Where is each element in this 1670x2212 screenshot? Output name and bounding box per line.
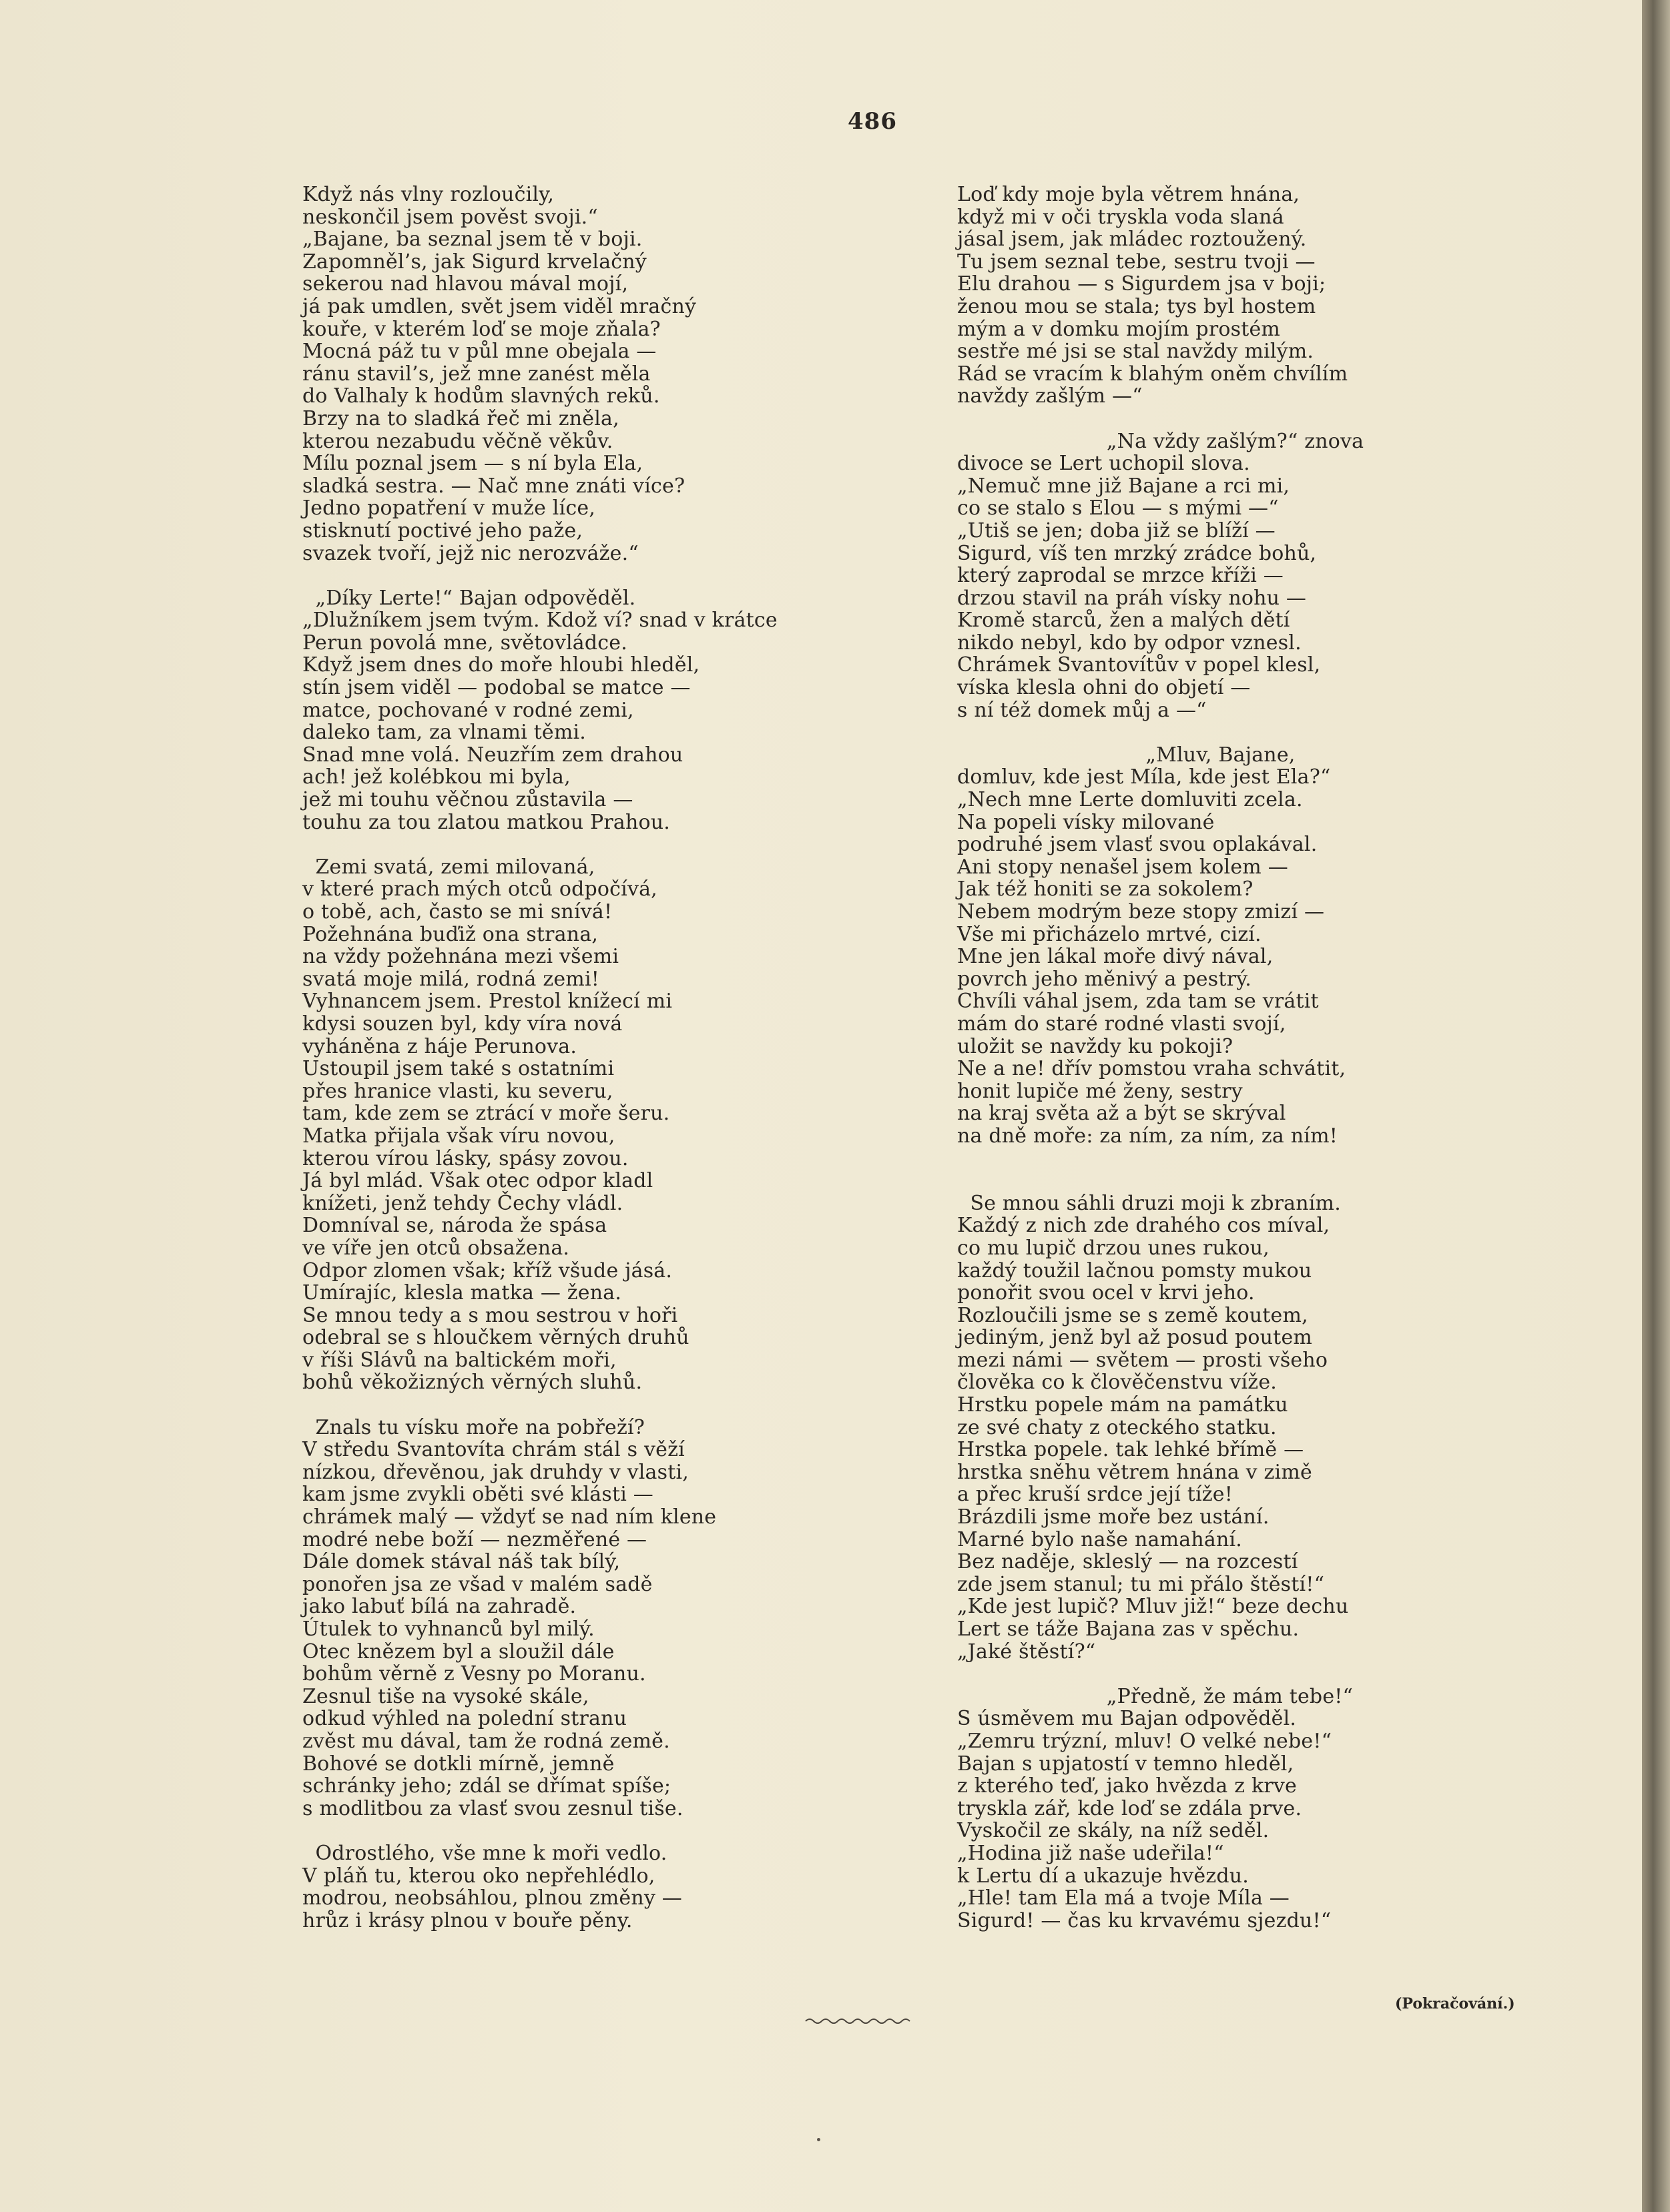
poem-line: „Jaké štěstí?“ [957, 1639, 1096, 1664]
poem-line: Matka přijala však víru novou, [302, 1124, 615, 1148]
poem-line: Se mnou sáhli druzi moji k zbraním. [957, 1191, 1341, 1215]
poem-line: S úsměvem mu Bajan odpověděl. [957, 1707, 1297, 1731]
poem-line: Mne jen lákal moře divý nával, [957, 945, 1274, 969]
poem-line: Snad mne volá. Neuzřím zem drahou [302, 743, 683, 767]
poem-line: sekerou nad hlavou mával mojí, [302, 272, 629, 296]
poem-line: „Nemuč mne již Bajane a rci mi, [957, 474, 1290, 498]
poem-line: Ustoupil jsem také s ostatními [302, 1057, 615, 1081]
poem-line: s modlitbou za vlasť svou zesnul tiše. [302, 1796, 683, 1820]
poem-line: Brzy na to sladká řeč mi zněla, [302, 406, 619, 430]
page-number: 486 [848, 108, 897, 135]
poem-line: daleko tam, za vlnami těmi. [302, 721, 587, 745]
poem-line: Dále domek stával náš tak bílý, [302, 1550, 621, 1574]
poem-line: sladká sestra. — Nač mne znáti více? [302, 474, 685, 498]
poem-line: kouře, v kterém loď se moje zňala? [302, 317, 661, 341]
poem-line: „Bajane, ba seznal jsem tě v boji. [302, 228, 643, 252]
poem-line: chrámek malý — vždyť se nad ním klene [302, 1505, 717, 1529]
poem-line: odkud výhled na polední stranu [302, 1707, 627, 1731]
poem-line: ponořit svou ocel v krvi jeho. [957, 1281, 1255, 1305]
poem-line [957, 721, 1364, 744]
poem-line: mým a v domku mojím prostém [957, 317, 1281, 341]
poem-line: touhu za tou zlatou matkou Prahou. [302, 810, 671, 834]
poem-line: matce, pochované v rodné zemi, [302, 698, 634, 722]
poem-line: „Hle! tam Ela má a tvoje Míla — [957, 1886, 1290, 1910]
poem-line: drzou stavil na práh vísky nohu — [957, 586, 1307, 610]
poem-line: když mi v oči tryskla voda slaná [957, 205, 1284, 229]
book-binding-edge [1642, 0, 1670, 2212]
poem-line: bohů věkožizných věrných sluhů. [302, 1371, 643, 1395]
poem-line: hrůz i krásy plnou v bouře pěny. [302, 1908, 633, 1932]
poem-line: navždy zašlým —“ [957, 384, 1143, 408]
poem-line: na kraj světa až a být se skrýval [957, 1102, 1286, 1126]
right-poem-column [957, 183, 1364, 1932]
poem-line: jež mi touhu věčnou zůstavila — [302, 788, 633, 812]
poem-line: Rád se vracím k blahým oněm chvílím [957, 362, 1348, 386]
poem-line: ze své chaty z oteckého statku. [957, 1415, 1277, 1439]
poem-line: „Nech mne Lerte domluviti zcela. [957, 788, 1303, 812]
poem-line: modrou, neobsáhlou, plnou změny — [302, 1886, 682, 1910]
poem-line: Umírajíc, klesla matka — žena. [302, 1281, 622, 1305]
poem-line: Zapomněl’s, jak Sigurd krvelačný [302, 250, 647, 274]
poem-line: do Valhaly k hodům slavných reků. [302, 384, 660, 408]
poem-line: divoce se Lert uchopil slova. [957, 452, 1250, 476]
poem-line: „Dlužníkem jsem tvým. Kdož ví? snad v krátce [302, 609, 778, 633]
poem-line: mám do staré rodné vlasti svojí, [957, 1012, 1286, 1036]
poem-line: uložit se navždy ku pokoji? [957, 1034, 1233, 1058]
poem-line: kterou vírou lásky, spásy zovou. [302, 1146, 629, 1170]
poem-line: mezi námi — světem — prosti všeho [957, 1348, 1328, 1372]
poem-line: Se mnou tedy a s mou sestrou v hoři [302, 1303, 678, 1327]
poem-line: a přec kruší srdce její tíže! [957, 1483, 1233, 1507]
poem-line: Vše mi přicházelo mrtvé, cizí. [957, 922, 1262, 946]
poem-line: Brázdili jsme moře bez ustání. [957, 1505, 1270, 1529]
poem-line: bohům věrně z Vesny po Moranu. [302, 1662, 646, 1686]
poem-line: Každý z nich zde drahého cos míval, [957, 1214, 1330, 1238]
poem-line: přes hranice vlasti, ku severu, [302, 1079, 613, 1103]
page-dot [817, 2138, 820, 2141]
poem-line: Marné bylo naše namahání. [957, 1527, 1242, 1551]
poem-line: Sigurd, víš ten mrzký zrádce bohů, [957, 541, 1317, 565]
poem-line: ponořen jsa ze všad v malém sadě [302, 1572, 653, 1596]
poem-line: jediným, jenž byl až posud poutem [957, 1326, 1313, 1350]
poem-line: Hrstku popele mám na památku [957, 1393, 1288, 1417]
poem-line: ránu stavil’s, jež mne zanést měla [302, 362, 651, 386]
poem-line: na vždy požehnána mezi všemi [302, 945, 619, 969]
poem-line: schránky jeho; zdál se dřímat spíše; [302, 1774, 671, 1798]
poem-line: vyháněna z háje Perunova. [302, 1034, 577, 1058]
poem-line: Vyskočil ze skály, na níž seděl. [957, 1819, 1270, 1843]
poem-line: „Mluv, Bajane, [957, 743, 1296, 767]
poem-line: hrstka sněhu větrem hnána v zimě [957, 1460, 1312, 1484]
poem-line: tryskla zář, kde loď se zdála prve. [957, 1796, 1302, 1820]
poem-line: svazek tvoří, jejž nic nerozváže.“ [302, 541, 639, 565]
poem-line: na dně moře: za ním, za ním, za ním! [957, 1124, 1338, 1148]
poem-line: povrch jeho měnivý a pestrý. [957, 967, 1252, 991]
poem-line [302, 1394, 778, 1417]
poem-line: modré nebe boží — nezměřené — [302, 1527, 647, 1551]
poem-line: Já byl mlád. Však otec odpor kladl [302, 1169, 653, 1193]
poem-line: „Na vždy zašlým?“ znova [957, 429, 1364, 453]
poem-line [302, 1820, 778, 1842]
poem-line: „Utiš se jen; doba již se blíží — [957, 518, 1276, 542]
poem-line: ve víře jen otců obsažena. [302, 1236, 570, 1260]
poem-line: v říši Slávů na baltickém moři, [302, 1348, 617, 1372]
poem-line: Znals tu vísku moře na pobřeží? [302, 1415, 645, 1439]
poem-line: knížeti, jenž tehdy Čechy vládl. [302, 1191, 623, 1215]
poem-line: Mocná páž tu v půl mne obejala — [302, 340, 657, 364]
poem-line [957, 1663, 1364, 1686]
poem-line: Když jsem dnes do moře hloubi hleděl, [302, 653, 700, 677]
poem-line: nikdo nebyl, kdo by odpor vznesl. [957, 631, 1302, 655]
poem-line: Bajan s upjatostí v temno hleděl, [957, 1752, 1294, 1776]
poem-line: Zemi svatá, zemi milovaná, [302, 855, 595, 879]
poem-line: nízkou, dřevěnou, jak druhdy v vlasti, [302, 1460, 689, 1484]
poem-line: Otec knězem byl a sloužil dále [302, 1639, 615, 1664]
poem-line: kam jsme zvykli oběti své klásti — [302, 1483, 653, 1507]
poem-line: domluv, kde jest Míla, kde jest Ela?“ [957, 765, 1331, 789]
poem-line: z kterého teď, jako hvězda z krve [957, 1774, 1298, 1798]
poem-line: víska klesla ohni do objetí — [957, 676, 1251, 700]
poem-line: Ne a ne! dřív pomstou vraha schvátit, [957, 1057, 1346, 1081]
left-poem-column [302, 183, 778, 1932]
poem-line: kdysi souzen byl, kdy víra nová [302, 1012, 623, 1036]
poem-line: každý toužil lačnou pomsty mukou [957, 1258, 1312, 1282]
poem-line: Chvíli váhal jsem, zda tam se vrátit [957, 990, 1319, 1014]
poem-line: Loď kdy moje byla větrem hnána, [957, 183, 1300, 206]
poem-line: „Kde jest lupič? Mluv již!“ beze dechu [957, 1595, 1349, 1619]
poem-line: Chrámek Svantovítův v popel klesl, [957, 653, 1321, 677]
poem-line: Když nás vlny rozloučily, [302, 183, 555, 206]
poem-line [302, 565, 778, 587]
poem-line: Kromě starců, žen a malých dětí [957, 609, 1290, 633]
poem-line: Zesnul tiše na vysoké skále, [302, 1684, 589, 1708]
poem-line: jásal jsem, jak mládec roztoužený. [957, 228, 1307, 252]
poem-line: Útulek to vyhnanců byl milý. [302, 1617, 595, 1641]
poem-line: k Lertu dí a ukazuje hvězdu. [957, 1864, 1249, 1888]
poem-line: Odrostlého, vše mne k moři vedlo. [302, 1841, 667, 1865]
poem-line: v které prach mých otců odpočívá, [302, 877, 657, 901]
poem-line [957, 408, 1364, 430]
poem-line: co se stalo s Elou — s mými —“ [957, 496, 1279, 520]
poem-line: V středu Svantovíta chrám stál s věží [302, 1438, 685, 1462]
poem-line: o tobě, ach, často se mi snívá! [302, 900, 613, 924]
poem-line: kterou nezabudu věčně věkův. [302, 429, 613, 453]
poem-line [957, 1170, 1364, 1192]
poem-line: stisknutí poctivé jeho paže, [302, 518, 583, 542]
poem-line: Rozloučili jsme se s země koutem, [957, 1303, 1308, 1327]
poem-line: ženou mou se stala; tys byl hostem [957, 294, 1316, 318]
poem-line: „Díky Lerte!“ Bajan odpověděl. [302, 586, 636, 610]
poem-line: Hrstka popele. tak lehké břímě — [957, 1438, 1304, 1462]
poem-line: já pak umdlen, svět jsem viděl mračný [302, 294, 697, 318]
poem-line: Tu jsem seznal tebe, sestru tvoji — [957, 250, 1316, 274]
poem-line: jako labuť bílá na zahradě. [302, 1595, 577, 1619]
decorative-wave-divider [804, 2016, 911, 2026]
poem-line: Nebem modrým beze stopy zmizí — [957, 900, 1325, 924]
poem-line: zde jsem stanul; tu mi přálo štěstí!“ [957, 1572, 1325, 1596]
poem-line: Vyhnancem jsem. Prestol knížecí mi [302, 990, 673, 1014]
poem-line: Sigurd! — čas ku krvavému sjezdu!“ [957, 1908, 1332, 1932]
poem-line: V pláň tu, kterou oko nepřehlédlo, [302, 1864, 655, 1888]
poem-line: tam, kde zem se ztrácí v moře šeru. [302, 1102, 670, 1126]
poem-line: Lert se táže Bajana zas v spěchu. [957, 1617, 1300, 1641]
poem-line: Elu drahou — s Sigurdem jsa v boji; [957, 272, 1326, 296]
poem-line: zvěst mu dával, tam že rodná země. [302, 1729, 670, 1753]
poem-line: ach! jež kolébkou mi byla, [302, 765, 571, 789]
poem-line: s ní též domek můj a —“ [957, 698, 1207, 722]
poem-line: Jedno popatření v muže líce, [302, 496, 596, 520]
poem-line: „Hodina již naše udeřila!“ [957, 1841, 1224, 1865]
poem-line: honit lupiče mé ženy, sestry [957, 1079, 1243, 1103]
poem-line: Bez naděje, skleslý — na rozcestí [957, 1550, 1298, 1574]
poem-line: který zaprodal se mrzce kříži — [957, 564, 1284, 588]
poem-line: odebral se s hloučkem věrných druhů [302, 1326, 689, 1350]
poem-line: Bohové se dotkli mírně, jemně [302, 1752, 615, 1776]
poem-line: svatá moje milá, rodná zemi! [302, 967, 600, 991]
poem-line: sestře mé jsi se stal navždy milým. [957, 340, 1314, 364]
poem-line: „Zemru trýzní, mluv! O velké nebe!“ [957, 1729, 1332, 1753]
continued-note: (Pokračování.) [1395, 1995, 1515, 2012]
poem-line: Domníval se, národa že spása [302, 1214, 607, 1238]
poem-line: člověka co k člověčenstvu víže. [957, 1371, 1278, 1395]
poem-line: „Předně, že mám tebe!“ [957, 1684, 1354, 1708]
poem-line: Perun povolá mne, světovládce. [302, 631, 627, 655]
poem-line: neskončil jsem pověst svoji.“ [302, 205, 598, 229]
poem-line: Ani stopy nenašel jsem kolem — [957, 855, 1288, 879]
poem-line: stín jsem viděl — podobal se matce — [302, 676, 691, 700]
poem-line: Jak též honiti se za sokolem? [957, 877, 1254, 901]
poem-line: podruhé jsem vlasť svou oplakával. [957, 833, 1318, 857]
poem-line: co mu lupič drzou unes rukou, [957, 1236, 1270, 1260]
poem-line: Na popeli vísky milované [957, 810, 1215, 834]
poem-line [957, 1148, 1364, 1170]
poem-line: Požehnána buďiž ona strana, [302, 922, 599, 946]
poem-line [302, 833, 778, 856]
poem-line: Mílu poznal jsem — s ní byla Ela, [302, 452, 643, 476]
poem-line: Odpor zlomen však; kříž všude jásá. [302, 1258, 673, 1282]
